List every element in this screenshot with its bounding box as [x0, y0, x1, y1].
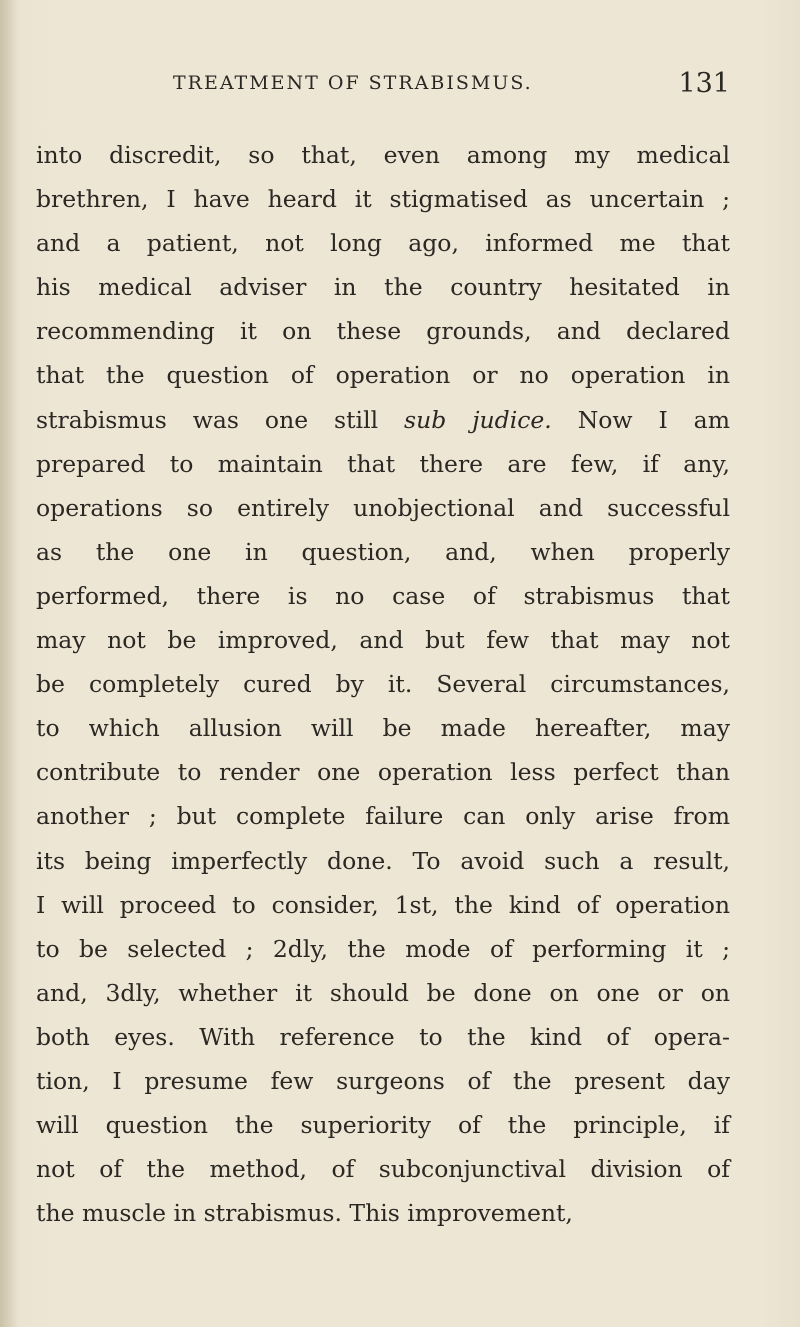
text-line: operations so entirely unobjectional and successful: [36, 493, 730, 522]
running-title: TREATMENT OF STRABISMUS.: [173, 72, 533, 94]
text-line: its being imperfectly done. To avoid such a result,: [36, 846, 730, 875]
text-segment: Now I am: [551, 405, 730, 434]
text-line: not of the method, of subconjunctival division of: [36, 1155, 730, 1184]
text-segment: strabismus was one still: [36, 405, 405, 434]
text-line: recommending it on these grounds, and declared: [36, 317, 730, 346]
text-line: be completely cured by it. Several circumstances,: [36, 670, 730, 699]
text-line: that the question of operation or no operation in: [36, 361, 730, 390]
text-line: prepared to maintain that there are few, if any,: [36, 449, 730, 478]
text-line: and, 3dly, whether it should be done on one or on: [36, 978, 730, 1007]
body-text: [36, 133, 730, 1235]
text-line: [36, 398, 730, 442]
text-line: tion, I presume few surgeons of the present day: [36, 1066, 730, 1095]
text-line: may not be improved, and but few that may not: [36, 626, 730, 655]
text-line: his medical adviser in the country hesitated in: [36, 273, 730, 302]
running-head: [36, 70, 730, 110]
text-line: both eyes. With reference to the kind of opera-: [36, 1022, 730, 1051]
text-line: another ; but complete failure can only arise from: [36, 802, 730, 831]
text-line: contribute to render one operation less perfect than: [36, 758, 730, 787]
gutter-shadow: [0, 0, 18, 1327]
italic-latin-phrase: sub judice.: [404, 405, 552, 434]
text-line: and a patient, not long ago, informed me that: [36, 229, 730, 258]
text-line: brethren, I have heard it stigmatised as uncertain ;: [36, 185, 730, 214]
text-line: performed, there is no case of strabismus that: [36, 581, 730, 610]
text-line: as the one in question, and, when properly: [36, 537, 730, 566]
text-line: to which allusion will be made hereafter, may: [36, 714, 730, 743]
text-line: the muscle in strabismus. This improvement,: [36, 1199, 573, 1228]
text-line: into discredit, so that, even among my medical: [36, 141, 730, 169]
text-line: will question the superiority of the principle, if: [36, 1111, 730, 1140]
page-number: 131: [678, 68, 730, 99]
text-line: I will proceed to consider, 1st, the kind of operation: [36, 890, 730, 919]
text-line: to be selected ; 2dly, the mode of performing it ;: [36, 934, 730, 963]
